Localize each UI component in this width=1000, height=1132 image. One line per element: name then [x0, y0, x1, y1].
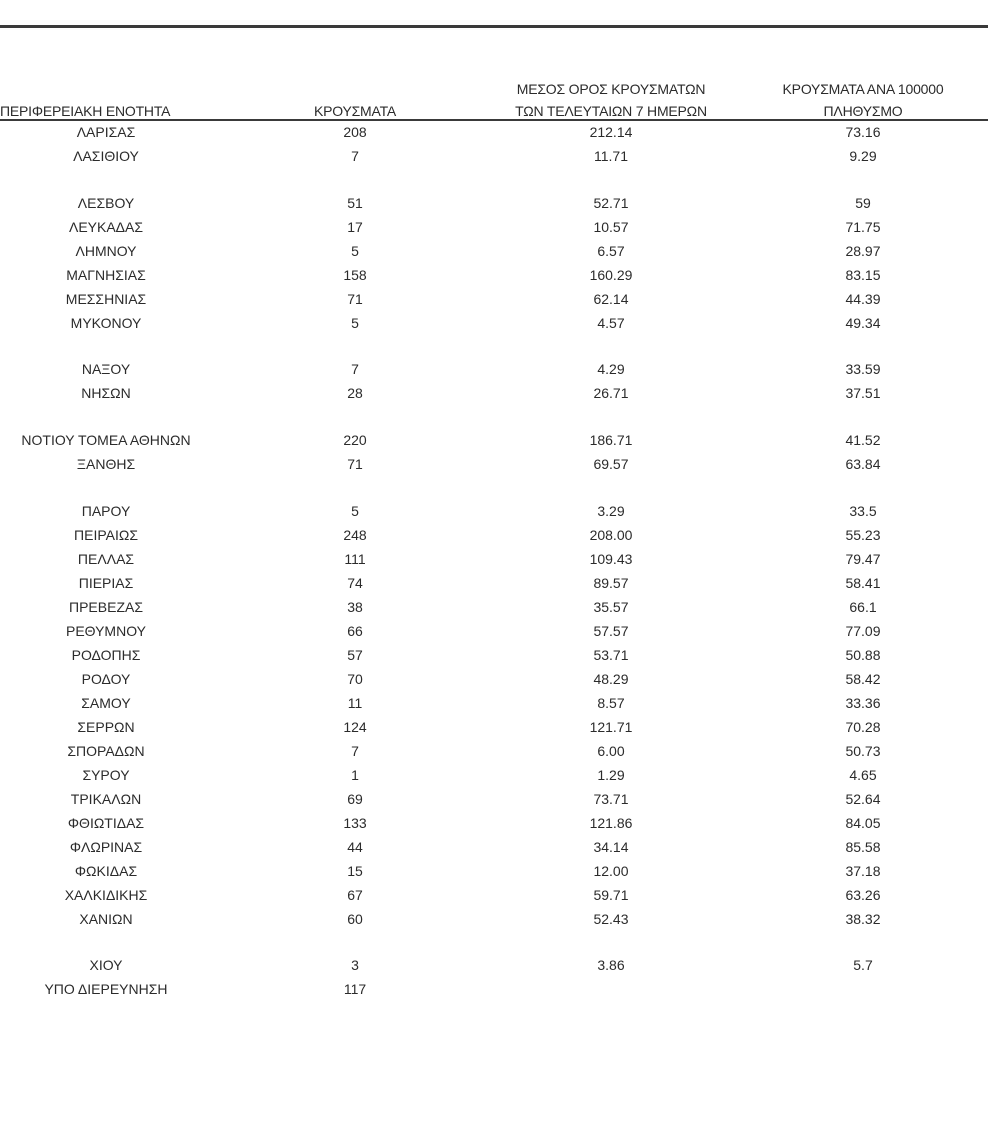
- cell-cases: 74: [347, 575, 363, 591]
- header-avg-line-1: ΜΕΣΟΣ ΟΡΟΣ ΚΡΟΥΣΜΑΤΩΝ: [516, 81, 706, 97]
- cell-avg-7-days: 3.29: [597, 503, 625, 519]
- cell-avg-7-days: 3.86: [597, 957, 625, 973]
- cell-cases: 66: [347, 623, 363, 639]
- cell-region: ΠΙΕΡΙΑΣ: [78, 575, 134, 591]
- cell-region: ΡΕΘΥΜΝΟΥ: [65, 623, 146, 639]
- header-cases-per-100k: [740, 78, 986, 122]
- cell-avg-7-days: 69.57: [593, 456, 629, 472]
- cell-per-100k: 63.26: [845, 887, 881, 903]
- cell-per-100k: 79.47: [845, 551, 881, 567]
- cell-region: ΛΕΣΒΟΥ: [77, 195, 135, 211]
- cell-cases: 124: [343, 719, 367, 735]
- cell-avg-7-days: 10.57: [593, 219, 629, 235]
- cell-cases: 7: [351, 743, 359, 759]
- table-row: [0, 121, 988, 143]
- cell-region: ΛΑΣΙΘΙΟΥ: [73, 148, 139, 164]
- cell-per-100k: 37.18: [845, 863, 881, 879]
- header-per100k-line-1: ΚΡΟΥΣΜΑΤΑ ΑΝΑ 100000: [782, 81, 944, 97]
- cell-region: ΠΕΙΡΑΙΩΣ: [74, 527, 138, 543]
- cell-avg-7-days: 52.71: [593, 195, 629, 211]
- cell-region: ΣΕΡΡΩΝ: [77, 719, 135, 735]
- cell-region: ΧΑΝΙΩΝ: [79, 911, 133, 927]
- cell-per-100k: 83.15: [845, 267, 881, 283]
- cell-avg-7-days: 4.57: [597, 315, 625, 331]
- cell-avg-7-days: 121.86: [589, 815, 633, 831]
- cell-per-100k: 50.88: [845, 647, 881, 663]
- cell-region: ΣΠΟΡΑΔΩΝ: [67, 743, 145, 759]
- cell-per-100k: 33.5: [849, 503, 877, 519]
- table-row: [0, 884, 988, 906]
- cell-cases: 57: [347, 647, 363, 663]
- cell-cases: 5: [351, 503, 359, 519]
- cell-cases: 133: [343, 815, 367, 831]
- table-row: [0, 812, 988, 834]
- cell-per-100k: 66.1: [849, 599, 877, 615]
- cell-cases: 111: [344, 551, 366, 567]
- cell-region: ΠΕΛΛΑΣ: [77, 551, 135, 567]
- table-row: [0, 312, 988, 334]
- header-avg-line-2: ΤΩΝ ΤΕΛΕΥΤΑΙΩΝ 7 ΗΜΕΡΩΝ: [515, 103, 707, 119]
- cell-cases: 28: [347, 385, 363, 401]
- cell-per-100k: 37.51: [845, 385, 881, 401]
- table-row: [0, 860, 988, 882]
- cell-per-100k: 58.42: [845, 671, 881, 687]
- cell-cases: 208: [343, 124, 367, 140]
- cell-avg-7-days: 12.00: [593, 863, 629, 879]
- cell-region: ΧΑΛΚΙΔΙΚΗΣ: [64, 887, 148, 903]
- cell-avg-7-days: 208.00: [589, 527, 633, 543]
- cell-cases: 71: [347, 291, 363, 307]
- table-row: [0, 524, 988, 546]
- table-row: [0, 978, 988, 1000]
- cell-per-100k: 59: [855, 195, 871, 211]
- header-region: ΠΕΡΙΦΕΡΕΙΑΚΗ ΕΝΟΤΗΤΑ: [0, 103, 171, 119]
- cell-per-100k: 38.32: [845, 911, 881, 927]
- cell-per-100k: 33.59: [845, 361, 881, 377]
- cell-avg-7-days: 11.71: [594, 148, 628, 164]
- cell-per-100k: 77.09: [845, 623, 881, 639]
- cell-region: ΛΗΜΝΟΥ: [75, 243, 137, 259]
- cell-per-100k: 49.34: [845, 315, 881, 331]
- table-row: [0, 500, 988, 522]
- cell-avg-7-days: 26.71: [593, 385, 629, 401]
- table-row: [0, 740, 988, 762]
- table-row: [0, 572, 988, 594]
- cell-per-100k: 71.75: [845, 219, 881, 235]
- cell-per-100k: 84.05: [845, 815, 881, 831]
- cell-region: ΧΙΟΥ: [89, 957, 123, 973]
- cell-cases: 248: [343, 527, 367, 543]
- cell-region: ΜΑΓΝΗΣΙΑΣ: [66, 267, 146, 283]
- cell-avg-7-days: 6.00: [597, 743, 625, 759]
- table-row: [0, 240, 988, 262]
- top-rule: [0, 25, 988, 28]
- cell-cases: 15: [347, 863, 363, 879]
- cell-per-100k: 63.84: [845, 456, 881, 472]
- cell-avg-7-days: 34.14: [593, 839, 629, 855]
- cell-avg-7-days: 73.71: [593, 791, 629, 807]
- cell-cases: 67: [347, 887, 363, 903]
- cell-cases: 3: [351, 957, 359, 973]
- cell-cases: 158: [343, 267, 367, 283]
- table-row: [0, 145, 988, 167]
- table-row: [0, 908, 988, 930]
- cell-cases: 17: [347, 219, 363, 235]
- cell-avg-7-days: 89.57: [593, 575, 629, 591]
- table-row: [0, 620, 988, 642]
- cell-cases: 38: [347, 599, 363, 615]
- cell-region: ΦΛΩΡΙΝΑΣ: [69, 839, 143, 855]
- cell-region: ΥΠΟ ΔΙΕΡΕΥΝΗΣΗ: [44, 981, 168, 997]
- cell-cases: 71: [347, 456, 363, 472]
- cell-region: ΡΟΔΟΥ: [81, 671, 131, 687]
- cell-region: ΛΑΡΙΣΑΣ: [76, 124, 136, 140]
- table-row: [0, 668, 988, 690]
- cell-avg-7-days: 4.29: [597, 361, 625, 377]
- header-per100k-line-2: ΠΛΗΘΥΣΜΟ: [823, 103, 903, 119]
- cell-per-100k: 55.23: [845, 527, 881, 543]
- cell-per-100k: 85.58: [845, 839, 881, 855]
- cell-region: ΝΗΣΩΝ: [81, 385, 131, 401]
- table-row: [0, 644, 988, 666]
- header-avg-7-days: [482, 78, 740, 122]
- cell-per-100k: 33.36: [845, 695, 881, 711]
- cell-avg-7-days: 57.57: [593, 623, 629, 639]
- cell-avg-7-days: 160.29: [589, 267, 633, 283]
- header-cases: ΚΡΟΥΣΜΑΤΑ: [313, 103, 397, 119]
- cell-region: ΞΑΝΘΗΣ: [76, 456, 136, 472]
- table-row: [0, 548, 988, 570]
- cell-region: ΣΥΡΟΥ: [82, 767, 130, 783]
- cell-avg-7-days: 6.57: [597, 243, 625, 259]
- cell-cases: 70: [347, 671, 363, 687]
- cell-cases: 51: [347, 195, 363, 211]
- cell-per-100k: 52.64: [845, 791, 881, 807]
- cell-cases: 117: [343, 981, 367, 997]
- cell-cases: 60: [347, 911, 363, 927]
- cell-cases: 44: [347, 839, 363, 855]
- table-row: [0, 192, 988, 214]
- cell-per-100k: 58.41: [845, 575, 881, 591]
- cell-avg-7-days: 212.14: [589, 124, 633, 140]
- cell-avg-7-days: 59.71: [593, 887, 629, 903]
- cell-region: ΤΡΙΚΑΛΩΝ: [70, 791, 142, 807]
- table-row: [0, 788, 988, 810]
- cell-cases: 5: [351, 315, 359, 331]
- cell-cases: 220: [343, 432, 367, 448]
- table-row: [0, 358, 988, 380]
- table-row: [0, 288, 988, 310]
- table-row: [0, 836, 988, 858]
- cell-cases: 1: [351, 767, 359, 783]
- cell-per-100k: 50.73: [845, 743, 881, 759]
- cell-region: ΠΡΕΒΕΖΑΣ: [68, 599, 143, 615]
- cell-per-100k: 73.16: [845, 124, 881, 140]
- cell-cases: 7: [351, 148, 359, 164]
- cell-cases: 7: [351, 361, 359, 377]
- cell-region: ΛΕΥΚΑΔΑΣ: [68, 219, 144, 235]
- cell-avg-7-days: 121.71: [589, 719, 633, 735]
- cell-avg-7-days: 48.29: [593, 671, 629, 687]
- cell-per-100k: 41.52: [845, 432, 881, 448]
- cell-region: ΦΩΚΙΔΑΣ: [74, 863, 138, 879]
- cell-avg-7-days: 62.14: [593, 291, 629, 307]
- table-row: [0, 382, 988, 404]
- table-row: [0, 954, 988, 976]
- cell-region: ΜΕΣΣΗΝΙΑΣ: [65, 291, 147, 307]
- cell-avg-7-days: 52.43: [593, 911, 629, 927]
- table-row: [0, 764, 988, 786]
- cell-cases: 11: [347, 695, 363, 711]
- cell-avg-7-days: 1.29: [597, 767, 625, 783]
- table-row: [0, 429, 988, 451]
- cell-per-100k: 28.97: [845, 243, 881, 259]
- cell-per-100k: 44.39: [845, 291, 881, 307]
- cell-per-100k: 9.29: [849, 148, 877, 164]
- cell-avg-7-days: 8.57: [597, 695, 625, 711]
- cell-region: ΜΥΚΟΝΟΥ: [70, 315, 142, 331]
- cell-avg-7-days: 53.71: [593, 647, 629, 663]
- cell-avg-7-days: 186.71: [589, 432, 633, 448]
- cell-region: ΦΘΙΩΤΙΔΑΣ: [67, 815, 145, 831]
- table-row: [0, 596, 988, 618]
- table-row: [0, 453, 988, 475]
- table-row: [0, 216, 988, 238]
- cell-region: ΡΟΔΟΠΗΣ: [71, 647, 141, 663]
- cell-per-100k: 5.7: [853, 957, 873, 973]
- cell-per-100k: 4.65: [849, 767, 877, 783]
- cell-avg-7-days: 35.57: [593, 599, 629, 615]
- cell-region: ΠΑΡΟΥ: [81, 503, 131, 519]
- cell-region: ΝΑΞΟΥ: [81, 361, 131, 377]
- cell-avg-7-days: 109.43: [589, 551, 633, 567]
- cell-region: ΝΟΤΙΟΥ ΤΟΜΕΑ ΑΘΗΝΩΝ: [21, 432, 191, 448]
- cell-region: ΣΑΜΟΥ: [81, 695, 131, 711]
- table-row: [0, 692, 988, 714]
- cell-cases: 5: [351, 243, 359, 259]
- table-row: [0, 264, 988, 286]
- table-row: [0, 716, 988, 738]
- cell-per-100k: 70.28: [845, 719, 881, 735]
- cell-cases: 69: [347, 791, 363, 807]
